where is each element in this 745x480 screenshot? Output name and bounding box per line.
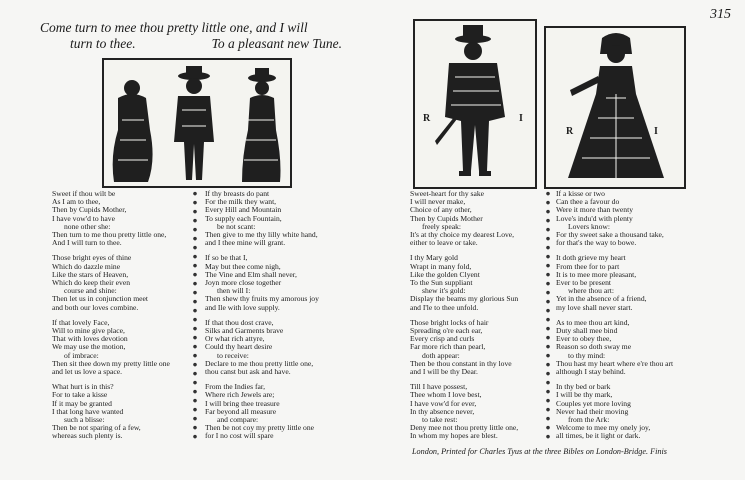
verse-line: Yet in the absence of a friend, bbox=[556, 294, 647, 304]
verse-line: Love's indu'd with plenty bbox=[556, 213, 633, 223]
verse-line: It is to mee more pleasant, bbox=[556, 269, 637, 279]
ornament-border-right bbox=[544, 190, 552, 440]
verse-line: Silks and Garments brave bbox=[205, 326, 284, 336]
verse-line: Then give to me thy lilly white hand, bbox=[205, 230, 318, 240]
verse-line: I will never make, bbox=[410, 197, 466, 207]
verse-line: Then turn to me thou pretty little one, bbox=[52, 230, 167, 240]
title-line-1: Come turn to mee thou pretty little one, and I will bbox=[40, 20, 308, 35]
stanza bbox=[52, 254, 170, 311]
svg-text:I: I bbox=[519, 113, 523, 124]
verse-line: Welcome to mee my onely joy, bbox=[556, 423, 651, 433]
verse-line: The Vine and Elm shall never, bbox=[205, 269, 297, 279]
verse-line: If it may be granted bbox=[52, 398, 112, 408]
verse-line: Lovers know: bbox=[568, 221, 610, 231]
woodcut-gentleman bbox=[413, 19, 537, 189]
verse-line: In whom my hopes are blest. bbox=[410, 431, 498, 441]
verse-line: I have vow'd to have bbox=[52, 213, 115, 223]
verse-line: and I thee mine will grant. bbox=[205, 238, 286, 248]
verse-line: course and shine: bbox=[64, 286, 117, 296]
verse-line: such a blisse: bbox=[64, 415, 105, 425]
verse-line: to receive: bbox=[217, 350, 249, 360]
verse-line: to take rest: bbox=[422, 415, 458, 425]
verse-line: Could thy heart desire bbox=[205, 342, 273, 352]
verse-line: Till I have possest, bbox=[410, 382, 468, 392]
verse-line: Ever to obey thee, bbox=[556, 334, 612, 344]
verse-line: Spreading o're each ear, bbox=[410, 326, 483, 336]
verse-line: For the milk they want, bbox=[205, 197, 277, 207]
verse-line: and I will be thy Dear. bbox=[410, 367, 478, 377]
verse-line: Joyn more close together bbox=[205, 278, 282, 288]
verse-line: Then be thou constant in thy love bbox=[410, 358, 512, 368]
verse-line: If a kisse or two bbox=[556, 189, 605, 198]
verse-line: of imbrace: bbox=[64, 350, 99, 360]
verse-line: For to take a kisse bbox=[52, 390, 108, 400]
verse-line: That with loves devotion bbox=[52, 334, 128, 344]
verse-line: I that long have wanted bbox=[52, 406, 124, 416]
verse-line: for that's the way to bowe. bbox=[556, 238, 637, 248]
verse-line: Every crisp and curls bbox=[410, 334, 475, 344]
stanza bbox=[410, 254, 518, 311]
ballad-title bbox=[40, 20, 370, 52]
svg-text:R: R bbox=[423, 113, 431, 124]
verse-line: my love shall never start. bbox=[556, 302, 633, 312]
verse-line: Will to mine give place, bbox=[52, 326, 125, 336]
verse-line: Then sit thee down my pretty little one bbox=[52, 358, 170, 368]
verse-line: Like the stars of Heaven, bbox=[52, 269, 129, 279]
verse-line: Then shew thy fruits my amorous joy bbox=[205, 294, 319, 304]
verse-line: and I'le to thee unfold. bbox=[410, 302, 479, 312]
stanza bbox=[556, 319, 673, 376]
verse-column-3 bbox=[410, 190, 518, 448]
stanza bbox=[410, 383, 518, 440]
verse-line: I will be thy mark, bbox=[556, 390, 613, 400]
verse-line: and both our loves combine. bbox=[52, 302, 139, 312]
stanza bbox=[205, 254, 319, 311]
stanza bbox=[556, 383, 673, 440]
verse-line: Ever to be present bbox=[556, 278, 612, 288]
verse-line: In thy bed or bark bbox=[556, 382, 611, 392]
verse-line: Display the beams my glorious Sun bbox=[410, 294, 519, 304]
verse-line: Like the golden Clyent bbox=[410, 269, 480, 279]
stanza bbox=[410, 319, 518, 376]
verse-line: It doth grieve my heart bbox=[556, 253, 626, 263]
verse-line: thou canst but ask and have. bbox=[205, 367, 291, 377]
verse-line: Couples yet more loving bbox=[556, 398, 631, 408]
verse-line: Thou hast my heart where e're thou art bbox=[556, 358, 674, 368]
verse-line: Then be not coy my pretty little one bbox=[205, 423, 315, 433]
verse-line: Sweet-heart for thy sake bbox=[410, 189, 485, 198]
verse-column-1 bbox=[52, 190, 170, 448]
stanza bbox=[205, 190, 319, 247]
stanza bbox=[52, 319, 170, 376]
verse-line: be not scant: bbox=[217, 221, 256, 231]
verse-line: doth appear: bbox=[422, 350, 460, 360]
verse-line: Reason so doth sway me bbox=[556, 342, 632, 352]
verse-line: Choice of any other, bbox=[410, 205, 472, 215]
verse-column-4 bbox=[556, 190, 673, 448]
verse-line: It's at thy choice my dearest Love, bbox=[410, 230, 515, 240]
verse-line: Then by Cupids Mother, bbox=[52, 205, 127, 215]
verse-line: I thy Mary gold bbox=[410, 253, 458, 263]
verse-line: Sweet if thou wilt be bbox=[52, 189, 116, 198]
verse-line: I have vow'd for ever, bbox=[410, 398, 477, 408]
verse-line: As I am to thee, bbox=[52, 197, 101, 207]
verse-line: Wrapt in many fold, bbox=[410, 261, 472, 271]
verse-line: And I will turn to thee. bbox=[52, 238, 122, 248]
verse-line: May but thee come nigh, bbox=[205, 261, 281, 271]
verse-line: Then let us in conjunction meet bbox=[52, 294, 148, 304]
verse-line: either to leave or take. bbox=[410, 238, 478, 248]
verse-line: I will bring thee treasure bbox=[205, 398, 280, 408]
verse-line: then will I: bbox=[217, 286, 251, 296]
verse-line: Those bright eyes of thine bbox=[52, 253, 132, 263]
verse-line: To supply each Fountain, bbox=[205, 213, 282, 223]
verse-line: If that thou dost crave, bbox=[205, 317, 274, 327]
stanza bbox=[556, 190, 673, 247]
verse-line: Declare to me thou pretty little one, bbox=[205, 358, 314, 368]
ornament-border-left bbox=[191, 190, 199, 440]
verse-line: Duty shall mee bind bbox=[556, 326, 618, 336]
verse-line: and Ile with love supply. bbox=[205, 302, 280, 312]
svg-text:I: I bbox=[654, 126, 658, 137]
verse-line: Which do keep their even bbox=[52, 278, 131, 288]
verse-line: Thee whom I love best, bbox=[410, 390, 482, 400]
stanza bbox=[556, 254, 673, 311]
verse-line: Far beyond all measure bbox=[205, 406, 277, 416]
imprint-line: London, Printed for Charles Tyus at the three Bibles on London-Bridge. Finis bbox=[412, 447, 667, 456]
verse-line: In thy absence never, bbox=[410, 406, 475, 416]
verse-line: Never had their moving bbox=[556, 406, 629, 416]
verse-line: If so be that I, bbox=[205, 253, 248, 263]
verse-line: Were it more than twenty bbox=[556, 205, 633, 215]
verse-line: freely speak: bbox=[422, 221, 462, 231]
title-line-2a: turn to thee. bbox=[70, 36, 136, 51]
verse-line: Or what rich attyre, bbox=[205, 334, 265, 344]
stanza bbox=[205, 383, 319, 440]
verse-line: to thy mind: bbox=[568, 350, 606, 360]
svg-text:R: R bbox=[566, 126, 574, 137]
verse-line: If thy breasts do pant bbox=[205, 189, 270, 198]
verse-line: As to mee thou art kind, bbox=[556, 317, 630, 327]
verse-line: although I stay behind. bbox=[556, 367, 626, 377]
verse-line: For thy sweet sake a thousand take, bbox=[556, 230, 664, 240]
stanza bbox=[52, 383, 170, 440]
tune-line: To a pleasant new Tune. bbox=[211, 36, 342, 51]
verse-line: Then be not sparing of a few, bbox=[52, 423, 141, 433]
stanza bbox=[410, 190, 518, 247]
verse-line: and let us love a space. bbox=[52, 367, 123, 377]
verse-line: and compare: bbox=[217, 415, 259, 425]
stanza bbox=[52, 190, 170, 247]
verse-line: none other she: bbox=[64, 221, 111, 231]
verse-line: Then by Cupids Mother bbox=[410, 213, 483, 223]
verse-line: Can thee a favour do bbox=[556, 197, 620, 207]
verse-line: Every Hill and Mountain bbox=[205, 205, 282, 215]
verse-line: Where rich Jewels are; bbox=[205, 390, 275, 400]
verse-line: What hurt is in this? bbox=[52, 382, 114, 392]
verse-line: for I no cost will spare bbox=[205, 431, 274, 441]
verse-line: Deny mee not thou pretty little one, bbox=[410, 423, 519, 433]
verse-column-2 bbox=[205, 190, 319, 448]
verse-line: We may use the motion, bbox=[52, 342, 126, 352]
folio-number: 315 bbox=[710, 7, 731, 22]
verse-line: From thee for to part bbox=[556, 261, 620, 271]
verse-line: Those bright locks of hair bbox=[410, 317, 489, 327]
verse-line: From the Indies far, bbox=[205, 382, 266, 392]
verse-line: Which do dazzle mine bbox=[52, 261, 121, 271]
verse-line: where thou art: bbox=[568, 286, 614, 296]
verse-line: from the Ark: bbox=[568, 415, 610, 425]
verse-line: whereas such plenty is. bbox=[52, 431, 123, 441]
verse-line: shew it's gold: bbox=[422, 286, 466, 296]
woodcut-lady bbox=[544, 26, 686, 189]
verse-line: Far more rich than pearl, bbox=[410, 342, 486, 352]
woodcut-three-figures bbox=[102, 58, 292, 188]
stanza bbox=[205, 319, 319, 376]
verse-line: To the Sun suppliant bbox=[410, 278, 473, 288]
verse-line: If that lovely Face, bbox=[52, 317, 110, 327]
verse-line: all times, be it light or dark. bbox=[556, 431, 641, 441]
